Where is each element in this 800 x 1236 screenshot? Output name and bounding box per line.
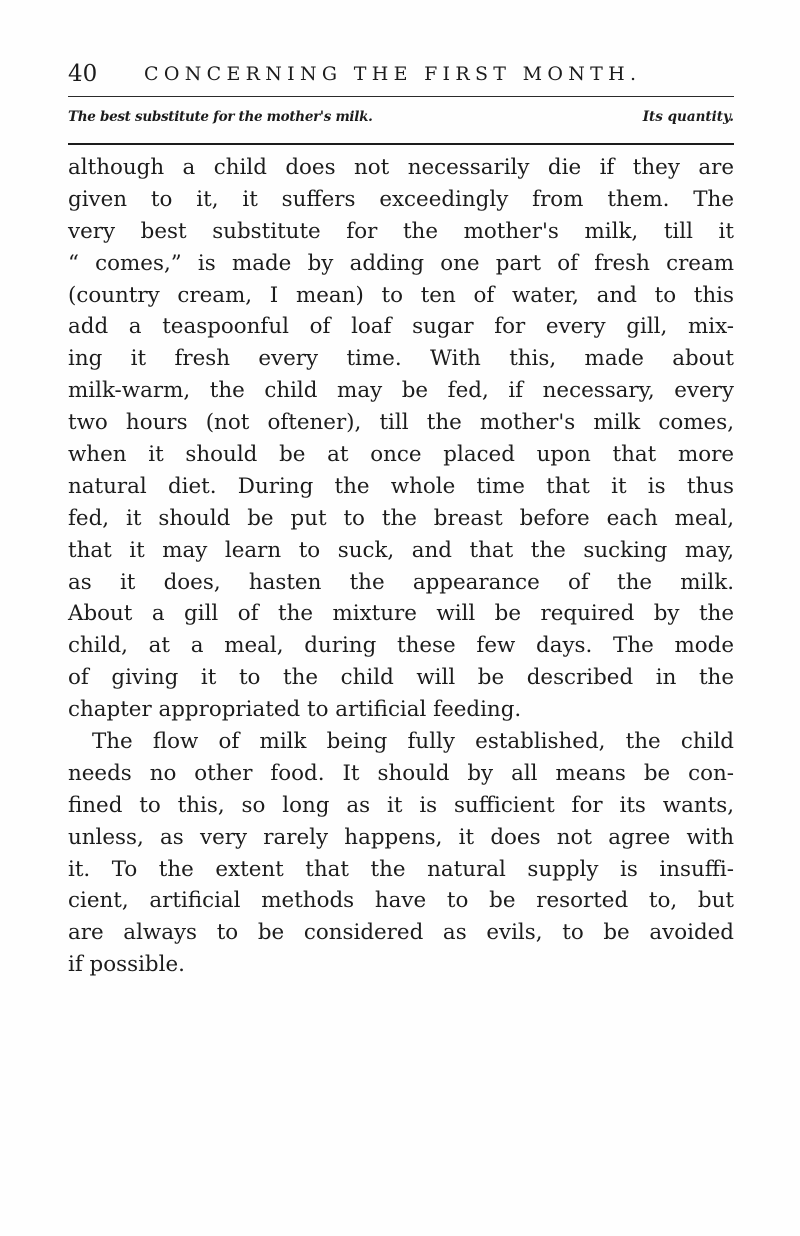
- text-line: (country cream, I mean) to ten of water, and to this: [68, 282, 734, 308]
- text-line: ing it fresh every time. With this, made about: [68, 346, 734, 372]
- text-line: The flow of milk being fully established, the child: [92, 729, 734, 755]
- text-line: unless, as very rarely happens, it does not agree with: [68, 824, 734, 850]
- text-line: that it may learn to suck, and that the sucking may,: [68, 537, 734, 563]
- margin-notes: [68, 106, 734, 130]
- running-title: CONCERNING THE FIRST MONTH.: [144, 63, 642, 85]
- text-line: fined to this, so long as it is sufficient for its wants,: [68, 792, 734, 818]
- text-line: natural diet. During the whole time that it is thus: [68, 473, 734, 499]
- sidenote-left: The best substitute for the mother's milk.: [68, 109, 373, 125]
- text-line: needs no other food. It should by all means be con-: [68, 760, 734, 786]
- text-line: two hours (not oftener), till the mother's milk comes,: [68, 410, 734, 436]
- running-head: [68, 60, 736, 96]
- text-line: cient, artificial methods have to be resorted to, but: [68, 888, 734, 914]
- text-line: “ comes,” is made by adding one part of fresh cream: [68, 250, 734, 276]
- text-line: if possible.: [68, 952, 185, 978]
- page-number: 40: [68, 61, 98, 87]
- text-line: chapter appropriated to artificial feeding.: [68, 697, 522, 723]
- text-line: child, at a meal, during these few days. The mode: [68, 633, 734, 659]
- text-line: when it should be at once placed upon that more: [68, 442, 734, 468]
- text-line: it. To the extent that the natural supply is insuffi-: [68, 856, 734, 882]
- text-line: very best substitute for the mother's milk, till it: [68, 218, 734, 244]
- text-line: fed, it should be put to the breast before each meal,: [68, 505, 734, 531]
- text-line: add a teaspoonful of loaf sugar for every gill, mix-: [68, 314, 734, 340]
- text-line: as it does, hasten the appearance of the milk.: [68, 569, 734, 595]
- text-line: are always to be considered as evils, to be avoided: [68, 920, 734, 946]
- header-rule-top: [68, 96, 734, 97]
- text-line: milk-warm, the child may be fed, if necessary, every: [68, 378, 734, 404]
- text-line: although a child does not necessarily die if they are: [68, 155, 734, 180]
- body-text: [68, 152, 734, 981]
- text-line: of giving it to the child will be described in the: [68, 665, 734, 691]
- text-line: given to it, it suffers exceedingly from them. The: [68, 186, 734, 212]
- header-rule-bottom: [68, 143, 734, 145]
- sidenote-right: Its quantity.: [642, 109, 734, 125]
- text-line: About a gill of the mixture will be required by the: [68, 601, 734, 627]
